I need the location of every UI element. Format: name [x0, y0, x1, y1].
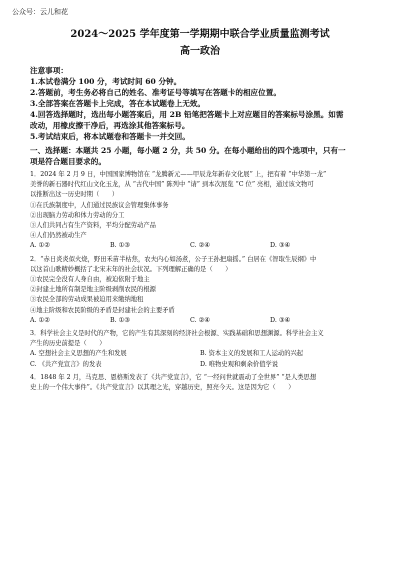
notice-item-3: 3.全部答案在答题卡上完成，答在本试题卷上无效。 [30, 99, 205, 108]
answer-choice: A. ①② [30, 242, 50, 250]
answer-choice: B. ①③ [110, 242, 130, 250]
notice-item-4: 4.回答选择题时，选出每小题答案后，用 2B 铅笔把答题卡上对应题目的答案标号涂黑。如需 改动，用橡皮擦干净后，再选涂其他答案标号。 [30, 110, 344, 130]
notice-heading: 注意事项： [30, 66, 68, 75]
exam-subject: 高一政治 [180, 46, 220, 57]
question-2 [30, 255, 370, 326]
question-stem: 2．“赤日炎炎似火烧，野田禾苗半枯焦，农夫内心如汤煮，公子王孙把扇摇。” 白居在《智取生辰纲》中 以这首山歌精妙概括了北宋末年的社会状况。下列理解正确的是（ ） [30, 255, 317, 273]
exam-title: 2024～2025 学年度第一学期期中联合学业质量监测考试 [70, 29, 330, 40]
answer-choices [30, 316, 370, 326]
answer-choice: A. 空想社会主义思想的产生和发展 [30, 350, 127, 358]
question-4 [30, 373, 370, 393]
answer-choice: C. ②④ [190, 316, 210, 324]
answer-choice: A. ①② [30, 316, 50, 324]
option-statement: ③人们共同占有生产资料，平均分配劳动产品 [30, 222, 156, 230]
answer-choice: B. 资本主义的发展和工人运动的兴起 [200, 350, 304, 358]
watermark-text: 公众号：云儿和花 [12, 8, 68, 16]
option-statement: ④地主阶级和农民阶级的矛盾是封建社会的主要矛盾 [30, 306, 175, 314]
answer-choice: D. 唯物史观和剩余价值学说 [200, 360, 279, 368]
answer-choices [30, 360, 370, 370]
question-stem: 3．科学社会主义是时代的产物，它的产生有其深刻的经济社会根源、实践基础和思想渊源。科学社会主义 产生的历史前提是（ ） [30, 330, 324, 348]
option-statement: ②封建土地所有制是地主阶级剥削农民的根源 [30, 286, 156, 294]
question-3 [30, 329, 370, 370]
notice-item-5: 5.考试结束后，将本试题卷和答题卡一并交回。 [30, 132, 190, 141]
answer-choice: D. ③④ [270, 316, 291, 324]
answer-choices [30, 349, 370, 359]
answer-choice: C. ②④ [190, 242, 210, 250]
option-statement: ③农民全部的劳动成果被迫用来缴纳地租 [30, 296, 144, 304]
answer-choice: C. 《共产党宣言》的发表 [30, 360, 102, 368]
option-statement: ①农民完全没有人身自由，被迫依附于地主 [30, 276, 150, 284]
option-statement: ①在氏族制度中，人们通过民族议会管理集体事务 [30, 201, 169, 209]
notice-item-1: 1.本试卷满分 100 分，考试时间 60 分钟。 [30, 77, 182, 86]
question-stem: 1．2024 年 2 月 9 日，中国国家博物馆在 “龙腾新元——甲辰龙年新春文化展” 上，把有着 “中华第一龙” 美誉的新石器时代红山文化玉龙，从 “古代中国” 陈列中 “请” 到本次展览 “C 位” 亮相，通过该文物可 以推断出这一历史时期（ ） [30, 171, 327, 199]
question-1 [30, 170, 370, 252]
notice-item-2: 2.答题前，考生务必将自己的姓名、准考证号等填写在答题卡的相应位置。 [30, 88, 281, 97]
answer-choices [30, 241, 370, 251]
option-statement: ④人们仍然被动生产 [30, 232, 87, 240]
question-stem: 4．1848 年 2 月，马克思、恩格斯发表了《共产党宣言》，它 “一经问世就震动了全世界” “是人类思想 史上的一个伟大事件”。《共产党宣言》以其理之光，穿越历史，照亮今天。这是因为它（ ） [30, 373, 317, 392]
answer-choice: D. ③④ [270, 242, 291, 250]
option-statement: ②出现脑力劳动和体力劳动的分工 [30, 211, 125, 219]
section-heading: 一、选择题：本题共 25 小题，每小题 2 分，共 50 分。在每小题给出的四个选项中，只有一 项是符合题目要求的。 [30, 146, 346, 166]
answer-choice: B. ①③ [110, 316, 130, 324]
